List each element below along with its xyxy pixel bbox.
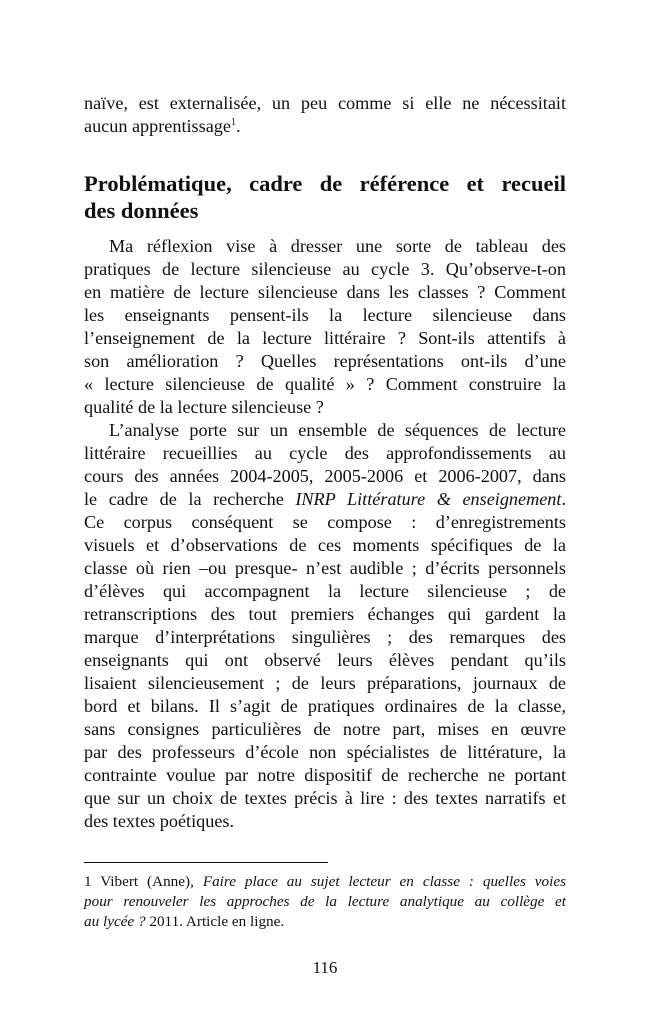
footnote-separator [84,862,328,863]
body-text-line: Ma réflexion vise à dresser une sorte de tableau des [109,236,566,256]
body-text-line: visuels et d’observations de ces moments spécifiques de la [84,535,566,555]
body-text-line [84,488,566,510]
body-text-line: Ce corpus conséquent se compose : d’enregistrements [84,512,566,532]
body-text-line: naïve, est externalisée, un peu comme si elle ne nécessitait [84,93,566,113]
body-text-line: que sur un choix de textes précis à lire : des textes narratifs et [84,788,566,808]
section-heading-line: des données [84,198,199,223]
footnote-title: Faire place au sujet lecteur en classe : quelles voies [202,873,567,890]
body-text-line: contrainte voulue par notre dispositif de recherche ne portant [84,765,566,785]
body-text-line: retranscriptions des tout premiers échanges qui gardent la [84,604,566,624]
body-text-line: qualité de la lecture silencieuse ? [84,397,324,417]
body-text-line: par des professeurs d’école non spécialistes de littérature, la [84,742,566,762]
body-text: le cadre de la recherche [84,489,296,509]
body-text-line: d’élèves qui accompagnent la lecture silencieuse ; de [84,581,566,601]
body-text-line: « lecture silencieuse de qualité » ? Comment construire la [84,374,566,394]
body-text-line: classe où rien –ou presque- n’est audible ; d’écrits personnels [84,558,566,578]
footnote-title: pour renouveler les approches de la lecture analytique au collège et [84,893,566,910]
footnote-line [84,892,566,911]
body-text-line: l’enseignement de la lecture littéraire ? Sont-ils attentifs à [84,328,566,348]
punctuation: . [561,489,566,509]
body-text-line: bord et bilans. Il s’agit de pratiques ordinaires de la classe, [84,696,566,716]
footnote-number: 1 [84,873,92,890]
footnote-text: 2011. Article en ligne. [145,913,285,930]
footnote-line [84,912,566,931]
section-heading-line: Problématique, cadre de référence et recueil [84,171,566,196]
body-text-line [84,115,566,137]
italic-title: INRP Littérature & enseignement [295,489,562,509]
body-text-line: des textes poétiques. [84,811,235,831]
footnote-reference[interactable]: 1 [230,117,236,128]
footnote-line [84,872,566,891]
body-text-line: marque d’interprétations singulières ; des remarques des [84,627,566,647]
body-text: aucun apprentissage [84,116,231,136]
body-text-line: cours des années 2004-2005, 2005-2006 et 2006-2007, dans [84,466,566,486]
punctuation: . [235,116,241,136]
body-text-line: L’analyse porte sur un ensemble de séquences de lecture [109,420,566,440]
body-text-line: les enseignants pensent-ils la lecture silencieuse dans [84,305,566,325]
body-text-line: lisaient silencieusement ; de leurs préparations, journaux de [84,673,566,693]
footnote-author: Vibert (Anne), [91,873,203,890]
body-text-line: enseignants qui ont observé leurs élèves pendant qu’ils [84,650,566,670]
page-number: 116 [312,958,338,977]
body-text-line: en matière de lecture silencieuse dans les classes ? Comment [84,282,566,302]
body-text-line: sans consignes particulières de notre part, mises en œuvre [84,719,566,739]
body-text-line: littéraire recueillies au cycle des approfondissements au [84,443,566,463]
body-text-line: son amélioration ? Quelles représentations ont-ils d’une [84,351,566,371]
body-text-line: pratiques de lecture silencieuse au cycle 3. Qu’observe-t-on [84,259,566,279]
footnote-title: au lycée ? [84,913,146,930]
